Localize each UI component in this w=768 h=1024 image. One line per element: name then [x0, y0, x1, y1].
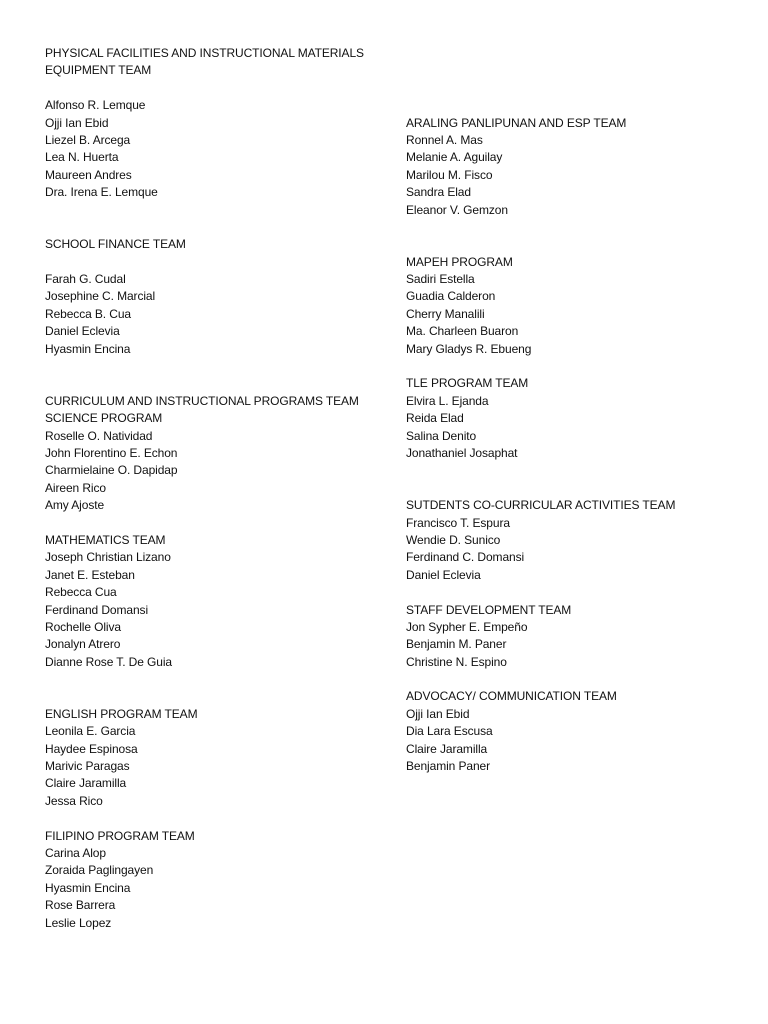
blank-line [45, 80, 390, 97]
team-member-name: Charmielaine O. Dapidap [45, 463, 178, 478]
team-member-name: Salina Denito [406, 428, 477, 443]
team-member-name: Cherry Manalili [406, 306, 485, 321]
blank-line [45, 515, 390, 532]
team-member-name: Guadia Calderon [406, 289, 496, 304]
team-member-name: Josephine C. Marcial [45, 289, 156, 304]
team-member-name: Ojji Ian Ebid [45, 115, 109, 130]
team-member-name: John Florentino E. Echon [45, 445, 178, 460]
blank-line [406, 97, 751, 114]
team-heading: SUTDENTS CO-CURRICULAR ACTIVITIES TEAM [406, 498, 676, 513]
team-heading: EQUIPMENT TEAM [45, 63, 152, 78]
team-member-name: Rebecca B. Cua [45, 306, 131, 321]
team-member-name: Amy Ajoste [45, 498, 105, 513]
team-member-name: Liezel B. Arcega [45, 132, 131, 147]
team-member-name: Dia Lara Escusa [406, 724, 493, 739]
team-member-name: Rebecca Cua [45, 585, 117, 600]
blank-line [406, 62, 751, 79]
team-member-name: Wendie D. Sunico [406, 532, 501, 547]
blank-line [406, 480, 751, 497]
team-member-name: Lea N. Huerta [45, 150, 119, 165]
team-heading: MAPEH PROGRAM [406, 254, 513, 269]
team-heading: MATHEMATICS TEAM [45, 532, 166, 547]
team-member-name: Hyasmin Encina [45, 341, 131, 356]
team-member-name: Janet E. Esteban [45, 567, 135, 582]
team-member-name: Joseph Christian Lizano [45, 550, 171, 565]
team-member-name: Haydee Espinosa [45, 741, 138, 756]
team-member-name: Jonalyn Atrero [45, 637, 121, 652]
team-member-name: Jessa Rico [45, 793, 103, 808]
team-member-name: Ronnel A. Mas [406, 132, 483, 147]
team-member-name: Farah G. Cudal [45, 272, 126, 287]
team-member-name: Francisco T. Espura [406, 515, 510, 530]
team-member-name: Jon Sypher E. Empeño [406, 619, 528, 634]
team-member-name: Daniel Eclevia [406, 567, 481, 582]
blank-line [406, 584, 751, 601]
team-member-name: Dra. Irena E. Lemque [45, 185, 158, 200]
team-heading: STAFF DEVELOPMENT TEAM [406, 602, 572, 617]
team-heading: SCHOOL FINANCE TEAM [45, 237, 186, 252]
team-member-name: Daniel Eclevia [45, 324, 120, 339]
team-member-name: Aireen Rico [45, 480, 106, 495]
team-member-name: Dianne Rose T. De Guia [45, 654, 172, 669]
team-heading: ADVOCACY/ COMMUNICATION TEAM [406, 689, 617, 704]
team-member-name: Hyasmin Encina [45, 880, 131, 895]
team-member-name: Leslie Lopez [45, 915, 112, 930]
team-member-name: Ojji Ian Ebid [406, 706, 470, 721]
team-member-name: Maureen Andres [45, 167, 132, 182]
blank-line [406, 671, 751, 688]
team-member-name: Alfonso R. Lemque [45, 98, 146, 113]
team-member-name: Benjamin M. Paner [406, 637, 507, 652]
blank-line [45, 358, 390, 375]
team-member-name: Jonathaniel Josaphat [406, 445, 518, 460]
team-member-name: Claire Jaramilla [45, 776, 127, 791]
right-column [406, 45, 751, 775]
team-member-name: Zoraida Paglingayen [45, 863, 154, 878]
team-heading: ENGLISH PROGRAM TEAM [45, 706, 198, 721]
team-member-name: Melanie A. Aguilay [406, 150, 503, 165]
left-column [45, 45, 390, 932]
blank-line [406, 45, 751, 62]
blank-line [406, 236, 751, 253]
team-member-name: Christine N. Espino [406, 654, 507, 669]
blank-line [45, 202, 390, 219]
team-member-name: Rose Barrera [45, 898, 116, 913]
team-member-name: Marivic Paragas [45, 759, 130, 774]
team-heading: CURRICULUM AND INSTRUCTIONAL PROGRAMS TEAM [45, 393, 359, 408]
team-heading: SCIENCE PROGRAM [45, 411, 163, 426]
blank-line [406, 358, 751, 375]
team-heading: TLE PROGRAM TEAM [406, 376, 529, 391]
blank-line [45, 375, 390, 392]
team-member-name: Roselle O. Natividad [45, 428, 153, 443]
blank-line [45, 671, 390, 688]
blank-line [406, 219, 751, 236]
team-member-name: Ferdinand Domansi [45, 602, 149, 617]
blank-line [406, 80, 751, 97]
team-member-name: Sandra Elad [406, 185, 471, 200]
blank-line [406, 462, 751, 479]
team-member-name: Eleanor V. Gemzon [406, 202, 508, 217]
team-member-name: Sadiri Estella [406, 272, 475, 287]
team-heading: FILIPINO PROGRAM TEAM [45, 828, 195, 843]
team-member-name: Rochelle Oliva [45, 619, 121, 634]
blank-line [45, 810, 390, 827]
team-heading: PHYSICAL FACILITIES AND INSTRUCTIONAL MATERIALS [45, 46, 364, 60]
team-member-name: Mary Gladys R. Ebueng [406, 341, 532, 356]
blank-line [45, 219, 390, 236]
team-member-name: Elvira L. Ejanda [406, 393, 489, 408]
team-heading: ARALING PANLIPUNAN AND ESP TEAM [406, 115, 627, 130]
team-member-name: Claire Jaramilla [406, 741, 488, 756]
team-member-name: Leonila E. Garcia [45, 724, 136, 739]
blank-line [45, 688, 390, 705]
team-member-name: Ma. Charleen Buaron [406, 324, 519, 339]
team-member-name: Benjamin Paner [406, 759, 490, 774]
team-member-name: Carina Alop [45, 845, 106, 860]
team-member-name: Marilou M. Fisco [406, 167, 493, 182]
team-member-name: Ferdinand C. Domansi [406, 550, 525, 565]
team-member-name: Reida Elad [406, 411, 464, 426]
blank-line [45, 254, 390, 271]
